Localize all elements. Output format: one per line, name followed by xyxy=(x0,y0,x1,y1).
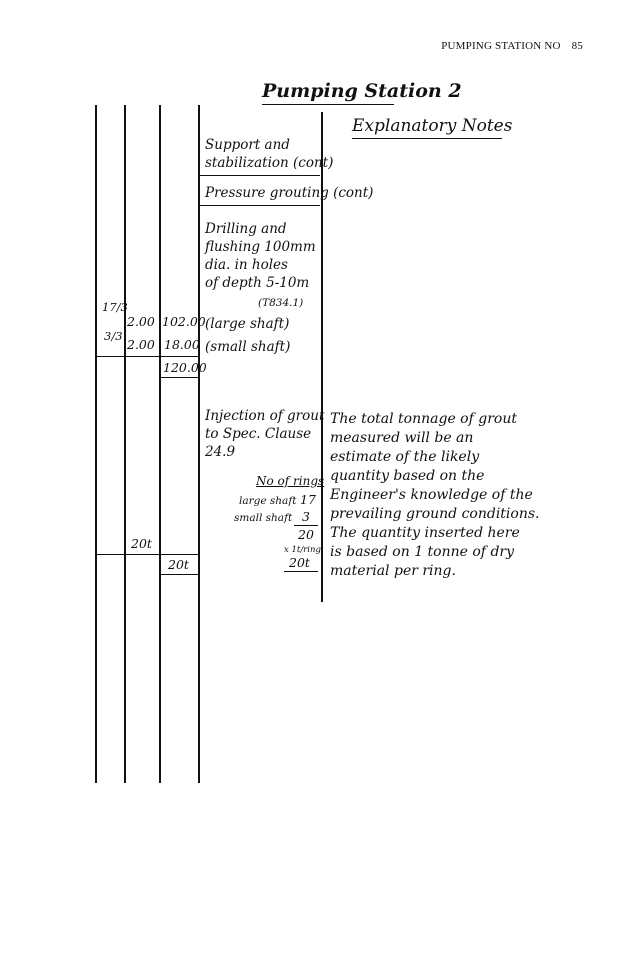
running-header-title: PUMPING STATION NO xyxy=(441,40,561,52)
note-line-5: Engineer's knowledge of the xyxy=(330,487,533,503)
sheet-title-underline xyxy=(262,104,394,105)
desc-injection-line1: Injection of grout xyxy=(205,408,325,424)
desc-pressure-grouting: Pressure grouting (cont) xyxy=(205,185,374,201)
row1-dimension: 102.00 xyxy=(162,314,206,329)
margin-line xyxy=(95,105,97,783)
row2-timesing: 2.00 xyxy=(127,337,155,352)
row2-rule xyxy=(96,356,198,357)
desc-small-shaft: (small shaft) xyxy=(205,339,291,355)
note-line-2: measured will be an xyxy=(330,430,474,446)
desc-injection-line2: to Spec. Clause xyxy=(205,426,312,442)
sheet-title: Pumping Station 2 xyxy=(262,80,462,102)
desc-drilling-line4: of depth 5-10m xyxy=(205,275,310,291)
dimension-column-line xyxy=(159,105,161,783)
desc-drilling-line2: flushing 100mm xyxy=(205,239,316,255)
rings-result: 20t xyxy=(289,555,310,570)
rings-result-rule xyxy=(284,571,318,572)
desc-pressure-underline xyxy=(200,205,320,206)
desc-support-underline xyxy=(200,175,320,176)
row1-timesing: 2.00 xyxy=(127,314,155,329)
running-header xyxy=(441,40,583,52)
explanatory-notes-heading: Explanatory Notes xyxy=(352,116,513,136)
note-line-8: is based on 1 tonne of dry xyxy=(330,544,515,560)
desc-injection-line3: 24.9 xyxy=(205,444,236,460)
explanatory-notes-underline xyxy=(352,138,502,139)
row1-date: 17/3 xyxy=(102,300,128,314)
desc-support-line1: Support and xyxy=(205,137,290,153)
squaring-column-line xyxy=(198,105,200,783)
desc-drilling-line1: Drilling and xyxy=(205,221,287,237)
grout-timesing-rule xyxy=(96,554,198,555)
note-line-6: prevailing ground conditions. xyxy=(330,506,540,522)
rings-sum: 20 xyxy=(298,527,314,542)
note-line-1: The total tonnage of grout xyxy=(330,411,517,427)
rings-small-value: 3 xyxy=(302,509,310,524)
desc-drilling-line3: dia. in holes xyxy=(205,257,288,273)
drilling-subtotal: 120.00 xyxy=(163,360,207,375)
note-line-9: material per ring. xyxy=(330,563,456,579)
note-line-3: estimate of the likely xyxy=(330,449,480,465)
note-line-4: quantity based on the xyxy=(330,468,485,484)
grout-total: 20t xyxy=(168,557,189,572)
desc-large-shaft: (large shaft) xyxy=(205,316,290,332)
desc-drilling-ref: (T834.1) xyxy=(258,297,304,309)
rings-large-value: 17 xyxy=(300,492,316,507)
grout-total-rule xyxy=(160,574,198,575)
rings-factor: x 1t/ring xyxy=(284,545,321,555)
rings-heading: No of rings xyxy=(256,474,325,488)
timesing-column-line xyxy=(124,105,126,783)
rings-large-label: large shaft xyxy=(239,495,297,507)
subtotal-rule xyxy=(160,377,198,378)
row2-dimension: 18.00 xyxy=(164,337,200,352)
page-number: 85 xyxy=(571,40,583,52)
rings-small-label: small shaft xyxy=(234,512,293,524)
rings-sum-rule xyxy=(294,525,318,526)
row2-date: 3/3 xyxy=(104,329,123,343)
desc-support-line2: stabilization (cont) xyxy=(205,155,334,171)
grout-timesing: 20t xyxy=(131,536,152,551)
note-line-7: The quantity inserted here xyxy=(330,525,520,541)
